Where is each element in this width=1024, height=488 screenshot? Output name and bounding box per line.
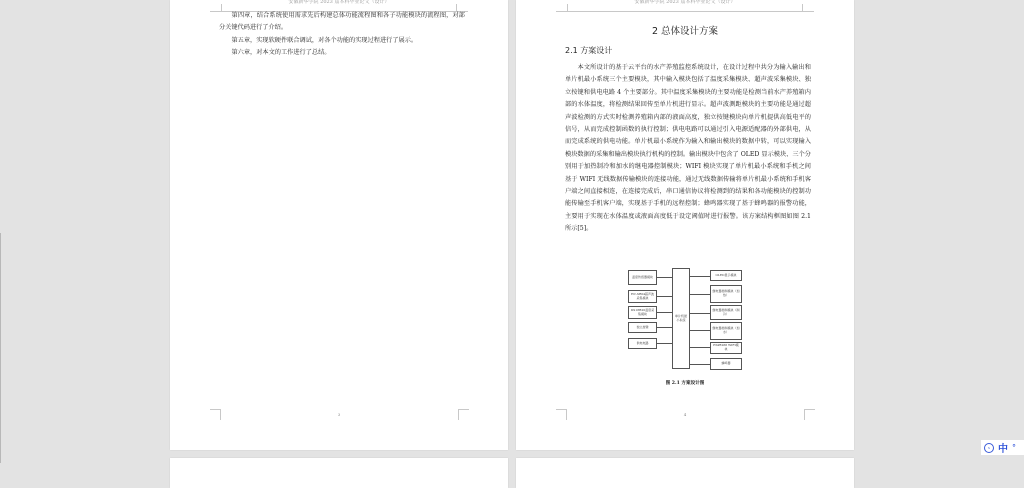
page-number: 3: [337, 412, 341, 417]
diagram-output-box: 继电器控制模块（加水）: [710, 322, 742, 340]
document-page-6: [516, 458, 854, 488]
ime-toolbar[interactable]: [981, 440, 1024, 455]
diagram-output-box: 继电器控制模块（加热）: [710, 285, 742, 303]
connector-arrow: [690, 313, 710, 314]
connector-arrow: [657, 296, 672, 297]
diagram-output-box: ESP8266 WIFI模块: [710, 342, 742, 354]
connector-arrow: [657, 327, 672, 328]
page-number: 4: [683, 412, 687, 417]
document-page-3: [170, 0, 508, 450]
paragraph: 第四章，结合系统使用需求先后构建总体功能流程图和各子功能模块的流程图，对部分关键代码进行了介绍。: [219, 12, 465, 32]
paragraph: 本文所设计的基于云平台的水产养殖监控系统设计，在设计过程中共分为输入输出和单片机最小系统三个主要模块，其中输入模块包括了温度采集模块、超声波采集模块、独立按键和供电电路 4 个主要部分。其中温度采集模块的主要功能是检测当前水产养殖箱内部的水体温度，将检测结果回传至单片机进行显示。超声波测距模块的主要功能是通过超声波检测的方式实时检测养殖箱内部的液面高度，独立按键模块向单片机提供高低电平的信号，从而完成控制函数的执行控制；供电电路可以通过引入电源适配器的外部供电，从而完成系统的供电功能。单片机最小系统作为输入和输出模块的数据中转，可以实现输入模块数据的采集和输出模块执行机构的控制。输出模块中包含了 OLED 显示模块、三个分别用于加热制冷和加水的继电器控制模块；WIFI 模块实现了单片机最小系统和手机之间基于 WIFI 无线数据传输模块的连接功能，通过无线数据传输将单片机最小系统和手机客户端之间直接相连，在连接完成后，串口通信协议将检测到的结果和各功能模块的控制功能传输至手机客户端，实现基于手机的远程控制；蜂鸣器实现了基于蜂鸣器的报警功能，主要用于实现在水体温度或液面高度低于设定阈值时进行报警。该方案结构框图如图 2.1 所示[5]。: [565, 64, 811, 233]
diagram-input-box: 独立按键: [628, 322, 657, 333]
ime-language-toggle[interactable]: 中: [998, 444, 1008, 455]
diagram-input-box: DS18B20温度采集模块: [628, 306, 657, 319]
connector-arrow: [690, 330, 710, 331]
diagram-output-box: 继电器控制模块（制冷）: [710, 305, 742, 320]
viewer-edge-line: [0, 233, 1, 463]
connector-arrow: [690, 364, 710, 365]
sogou-ime-icon[interactable]: S: [984, 443, 994, 453]
figure-caption: 图 2.1 方案设计图: [665, 381, 705, 386]
header-rule: [567, 4, 803, 12]
paragraph: 第六章，对本文的工作进行了总结。: [231, 49, 331, 57]
diagram-input-box: 温度传感器模块: [628, 270, 657, 285]
connector-arrow: [690, 347, 710, 348]
page-body: [219, 10, 465, 60]
page-body: [565, 62, 811, 236]
diagram-input-box: 供电电路: [628, 338, 657, 349]
connector-arrow: [657, 277, 672, 278]
connector-arrow: [690, 276, 710, 277]
document-page-4: [516, 0, 854, 450]
block-diagram: [624, 268, 754, 373]
connector-arrow: [657, 343, 672, 344]
section-title: 2.1 方案设计: [565, 46, 613, 55]
paragraph: 第五章，实现软硬件联合调试，对各个功能的实现过程进行了展示。: [231, 36, 418, 44]
diagram-mcu-box: 单片机最小系统: [672, 268, 690, 369]
page-header-text: 安徽新华学院 2023 届本科毕业论文（设计）: [288, 0, 390, 4]
document-page-5: [170, 458, 508, 488]
connector-arrow: [657, 312, 672, 313]
diagram-input-box: HC-SR04超声波采集模块: [628, 290, 657, 303]
chapter-title: 2 总体设计方案: [651, 26, 719, 37]
diagram-output-box: OLED显示模块: [710, 270, 742, 281]
page-header-text: 安徽新华学院 2023 届本科毕业论文（设计）: [634, 0, 736, 4]
diagram-output-box: 蜂鸣器: [710, 358, 742, 370]
connector-arrow: [690, 294, 710, 295]
ime-punctuation-icon[interactable]: °: [1012, 443, 1016, 452]
